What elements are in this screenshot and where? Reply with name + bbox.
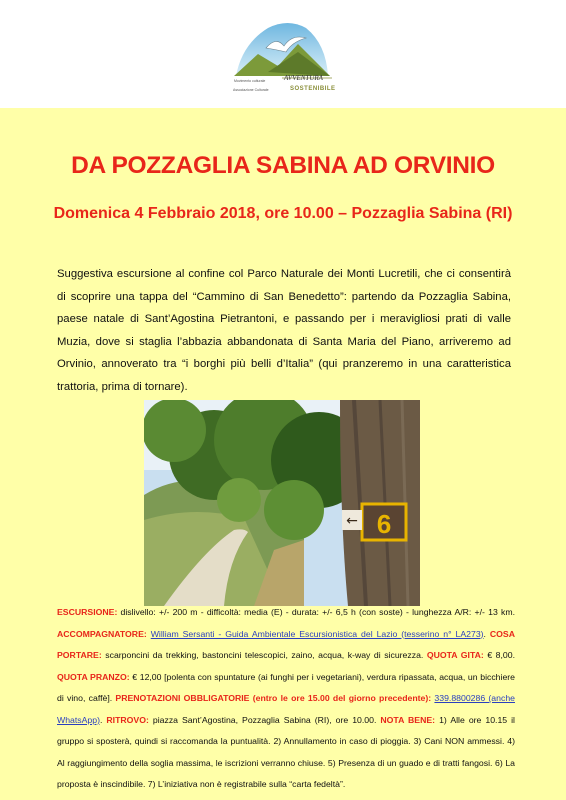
logo-brand-2: SOSTENIBILE <box>290 86 336 92</box>
logo-caption-1: Movimento culturale <box>234 79 266 83</box>
sign-arrow: ← <box>346 513 358 529</box>
accompagnatore-label: ACCOMPAGNATORE: <box>57 628 147 639</box>
escursione-text: dislivello: +/- 200 m - difficoltà: media (E) - durata: +/- 6,5 h (con soste) - lunghezza A/R: +/- 13 km. <box>117 607 515 617</box>
trail-photo <box>144 400 420 606</box>
logo-brand: AVVENTURA <box>284 74 323 82</box>
quota-gita-label: QUOTA GITA: <box>426 650 484 660</box>
phone-link[interactable]: 339.8800286 (anche WhatsApp) <box>57 693 515 725</box>
sign-number: 9 <box>376 509 392 539</box>
flyer-body <box>0 108 566 800</box>
escursione-label: ESCURSIONE: <box>57 607 118 617</box>
nota-bene-label: NOTA BENE: <box>380 714 436 725</box>
header <box>0 0 566 108</box>
nota-bene-text: 1) Alle ore 10.15 il gruppo si sposterà, quindi si raccomanda la puntualità. 2) Annullamento in caso di pioggia. 3) Cani NON ammessi. 4) Al raggiungimento della soglia massima, le iscrizioni verranno chiuse. 5) Presenza di un guado e di tratti fangosi. 6) La proposta è inscindibile. 7) L’iniziativa non è registrabile sulla “carta fedeltà”. <box>57 714 515 789</box>
trail-photo-image <box>144 400 420 606</box>
guide-link[interactable]: William Sersanti - Guida Ambientale Escursionistica del Lazio (tesserino n° LA273) <box>150 628 484 639</box>
ritrovo-label: RITROVO: <box>106 714 149 725</box>
logo-caption-2: Associazione Culturale <box>233 88 269 92</box>
quota-gita-text: € 8,00. <box>483 650 515 660</box>
cosa-portare-label: COSA PORTARE: <box>57 628 515 660</box>
quota-pranzo-text: € 12,00 [polenta con spuntature (ai funghi per i vegetariani), verdura ripassata, acqua, un bicchiere di vino, caffè]. <box>57 671 515 703</box>
quota-pranzo-label: QUOTA PRANZO: <box>57 671 130 682</box>
intro-paragraph: Suggestiva escursione al confine col Parco Naturale dei Monti Lucretili, che ci consentirà di scoprire una tappa del “Cammino di San Benedetto”: partendo da Pozzaglia Sabina, paese natale di Sant’Agostina Pietrantoni, e passando per i meravigliosi prati di valle Muzia, dove si staglia l’abbazia abbandonata di Santa Maria del Piano, arriveremo ad Orvinio, annoverato tra “i borghi più belli d’Italia” (qui pranzeremo in una caratteristica trattoria, prima di tornare). <box>57 268 511 393</box>
prenotazioni-label: PRENOTAZIONI OBBLIGATORIE (entro le ore 15.00 del giorno precedente): <box>115 693 432 703</box>
details-block: ESCURSIONE: dislivello: +/- 200 m - difficoltà: media (E) - durata: +/- 6,5 h (con soste) - lunghezza A/R: +/- 13 km. ACCOMPAGNATORE: William Sersanti - Guida Ambientale Escursionistica del Lazio (tesserino n° LA273). COSA PORTARE: scarponcini da trekking, bastoncini telescopici, zaino, acqua, k-way di sicurezza. QUOTA GITA: € 8,00. QUOTA PRANZO: € 12,00 [polenta con spuntature (ai funghi per i vegetariani), verdura ripassata, acqua, un bicchiere di vino, caffè]. PRENOTAZIONI OBBLIGATORIE (entro le ore 15.00 del giorno precedente): 339.8800286 (anche WhatsApp). RITROVO: piazza Sant’Agostina, Pozzaglia Sabina (RI), ore 10.00. NOTA BENE: 1) Alle ore 10.15 il gruppo si sposterà, quindi si raccomanda la puntualità. 2) Annullamento in caso di pioggia. 3) Cani NON ammessi. 4) Al raggiungimento della soglia massima, le iscrizioni verranno chiuse. 5) Presenza di un guado e di tratti fangosi. 6) La proposta è inscindibile. 7) L’iniziativa non è registrabile sulla “carta fedeltà”. <box>57 607 515 789</box>
page-title: DA POZZAGLIA SABINA AD ORVINIO <box>71 152 495 179</box>
ritrovo-text: piazza Sant’Agostina, Pozzaglia Sabina (RI), ore 10.00. <box>148 714 377 725</box>
cosa-portare-text: scarponcini da trekking, bastoncini telescopici, zaino, acqua, k-way di sicurezza. <box>101 650 424 660</box>
event-date: Domenica 4 Febbraio 2018, ore 10.00 – Pozzaglia Sabina (RI) <box>53 205 513 222</box>
